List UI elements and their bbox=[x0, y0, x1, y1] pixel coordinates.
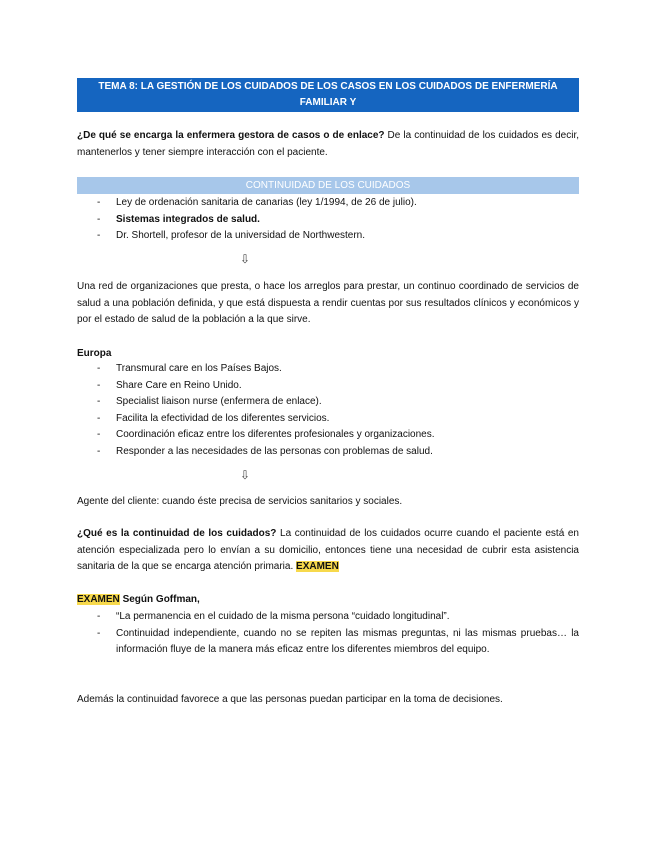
europe-heading: Europa bbox=[77, 348, 112, 359]
list-item: - Ley de ordenación sanitaria de canarias (ley 1/1994, de 26 de julio). bbox=[97, 197, 417, 208]
continuity-answer: La continuidad de los cuidados ocurre cuando el paciente está en atención especializada pero lo envían a su domicilio, entonces tiene una necesidad de cubrir esta asistencia sanitaria de la que se encarga atención primaria. bbox=[77, 528, 579, 572]
list-item: - Dr. Shortell, profesor de la universidad de Northwestern. bbox=[97, 230, 366, 241]
list-item: - Transmural care en los Países Bajos. bbox=[97, 363, 282, 374]
intro-answer: De la continuidad de los cuidados es decir, mantenerlos y tener siempre interacción con el paciente. bbox=[77, 130, 579, 158]
document-title bbox=[77, 78, 579, 124]
definition-paragraph: Una red de organizaciones que presta, o hace los arreglos para prestar, un continuo coordinado de servicios de salud a una población definida, y que está dispuesta a rendir cuentas por sus resultados clínicos y económicos y por el estado de salud de la población a la que sirve. bbox=[77, 281, 579, 325]
goffman-heading-text: Según Goffman, bbox=[119, 594, 200, 605]
list-item: - “La permanencia en el cuidado de la misma persona “cuidado longitudinal”. bbox=[97, 611, 450, 622]
title-line-2: COMUNITARIA. “CONTINUIDAD DE LOS CUIDADOS”. bbox=[200, 113, 456, 124]
list-item: - Share Care en Reino Unido. bbox=[97, 379, 242, 391]
goffman-heading bbox=[77, 592, 200, 608]
list-item: - Facilita la efectividad de los diferentes servicios. bbox=[97, 412, 330, 424]
down-arrow-icon: ⇩ bbox=[239, 468, 251, 482]
section-header: CONTINUIDAD DE LOS CUIDADOS bbox=[77, 177, 579, 194]
closing-paragraph: Además la continuidad favorece a que las personas puedan participar en la toma de decisiones. bbox=[77, 694, 503, 705]
list-item: - Specialist liaison nurse (enfermera de enlace). bbox=[97, 396, 322, 407]
agent-paragraph: Agente del cliente: cuando éste precisa de servicios sanitarios y sociales. bbox=[77, 496, 403, 507]
origins-list bbox=[77, 195, 579, 245]
goffman-list bbox=[77, 609, 579, 659]
exam-badge: EXAMEN bbox=[77, 594, 120, 605]
list-item: - Responder a las necesidades de las personas con problemas de salud. bbox=[97, 445, 433, 457]
list-item: - Continuidad independiente, cuando no se repiten las mismas preguntas, ni las mismas pruebas… la información fluye de la manera más eficaz entre los diferentes miembros del equipo. bbox=[97, 627, 579, 655]
intro-question: ¿De qué se encarga la enfermera gestora de casos o de enlace? bbox=[77, 130, 385, 141]
continuity-question: ¿Qué es la continuidad de los cuidados? bbox=[77, 528, 277, 539]
list-item: - Sistemas integrados de salud. bbox=[97, 213, 260, 225]
europe-list bbox=[77, 361, 579, 460]
title-line-1: TEMA 8: LA GESTIÓN DE LOS CUIDADOS DE LOS CASOS EN LOS CUIDADOS DE ENFERMERÍA FAMILIAR Y bbox=[98, 81, 558, 108]
exam-badge: EXAMEN bbox=[296, 561, 339, 572]
down-arrow-icon: ⇩ bbox=[239, 252, 251, 266]
intro-paragraph bbox=[77, 128, 579, 161]
list-item: - Coordinación eficaz entre los diferentes profesionales y organizaciones. bbox=[97, 429, 435, 440]
continuity-paragraph bbox=[77, 526, 579, 576]
